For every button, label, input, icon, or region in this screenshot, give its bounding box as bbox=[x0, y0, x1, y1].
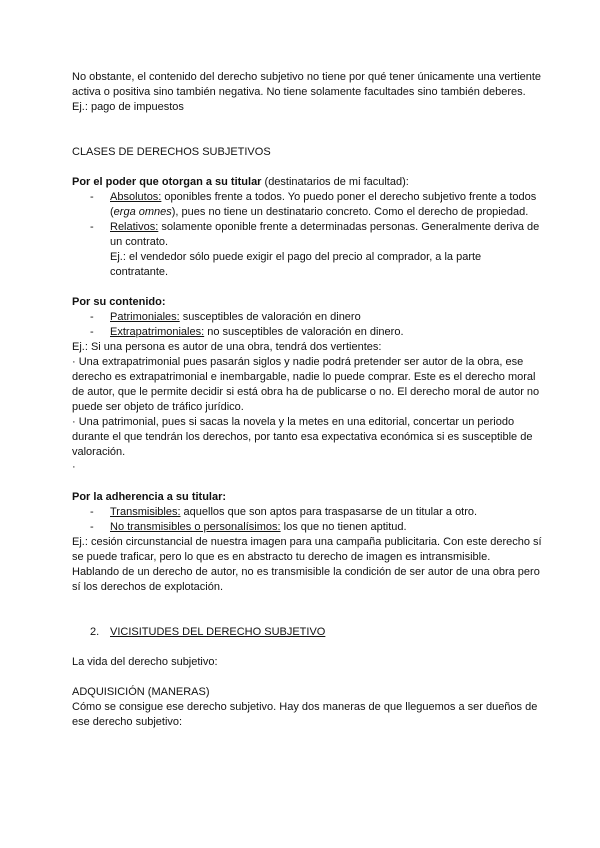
contenido-example: Ej.: Si una persona es autor de una obra, tendrá dos vertientes: bbox=[72, 341, 382, 353]
section-2-heading bbox=[72, 625, 542, 640]
absolutos-italic: erga omnes bbox=[113, 206, 172, 218]
document-page bbox=[72, 70, 542, 730]
dash-bullet: - bbox=[90, 311, 94, 323]
absolutos-text-a: oponibles frente a todos. Yo puedo poner el derecho subjetivo frente a todos ( bbox=[110, 191, 537, 218]
adquisicion-text: Cómo se consigue ese derecho subjetivo. Hay dos maneras de que lleguemos a ser dueños de ese derecho subjetivo: bbox=[72, 701, 538, 728]
contenido-point-2: · Una patrimonial, pues si sacas la novela y la metes en una editorial, concertar un periodo durante el que tendrán los derechos, por tanto esa expectativa económica si es susceptible de valoración. bbox=[72, 416, 533, 458]
poder-heading-note: (destinatarios de mi facultad): bbox=[261, 176, 409, 188]
list-item-patrimoniales bbox=[72, 310, 542, 325]
list-item-transmisibles bbox=[72, 505, 542, 520]
patrimoniales-term: Patrimoniales: bbox=[110, 311, 180, 323]
transmisibles-term: Transmisibles: bbox=[110, 506, 181, 518]
poder-list bbox=[72, 190, 542, 280]
vida-text: La vida del derecho subjetivo: bbox=[72, 656, 218, 668]
dash-bullet: - bbox=[90, 221, 94, 233]
contenido-list bbox=[72, 310, 542, 340]
contenido-point-1: · Una extrapatrimonial pues pasarán siglos y nadie podrá pretender ser autor de la obra, ese derecho es extrapatrimonial e inembargable, nadie lo puede comprar. Este es el derecho moral de autor, que le permite decidir si está obra ha de publicarse o no. El derecho moral de autor no puede ser objeto de tráfico jurídico. bbox=[72, 356, 540, 413]
contenido-point-3: · bbox=[72, 461, 76, 473]
section-2-title: VICISITUDES DEL DERECHO SUBJETIVO bbox=[110, 626, 326, 638]
list-item-absolutos bbox=[72, 190, 542, 220]
intro-example: Ej.: pago de impuestos bbox=[72, 101, 184, 113]
no-transmisibles-text: los que no tienen aptitud. bbox=[280, 521, 407, 533]
contenido-heading: Por su contenido: bbox=[72, 296, 166, 308]
extrapatrimoniales-term: Extrapatrimoniales: bbox=[110, 326, 205, 338]
patrimoniales-text: susceptibles de valoración en dinero bbox=[179, 311, 361, 323]
section-2-number: 2. bbox=[90, 626, 100, 638]
dash-bullet: - bbox=[90, 326, 94, 338]
list-item-extrapatrimoniales bbox=[72, 325, 542, 340]
extrapatrimoniales-text: no susceptibles de valoración en dinero. bbox=[204, 326, 404, 338]
transmisibles-text: aquellos que son aptos para traspasarse de un titular a otro. bbox=[180, 506, 478, 518]
dash-bullet: - bbox=[90, 521, 94, 533]
relativos-example: Ej.: el vendedor sólo puede exigir el pago del precio al comprador, a la parte contratante. bbox=[110, 251, 482, 278]
list-item-relativos bbox=[72, 220, 542, 280]
absolutos-term: Absolutos: bbox=[110, 191, 162, 203]
no-transmisibles-term: No transmisibles o personalísimos: bbox=[110, 521, 281, 533]
poder-heading-bold: Por el poder que otorgan a su titular bbox=[72, 176, 262, 188]
dash-bullet: - bbox=[90, 506, 94, 518]
section-title: CLASES DE DERECHOS SUBJETIVOS bbox=[72, 146, 271, 158]
poder-heading bbox=[72, 175, 542, 190]
relativos-term: Relativos: bbox=[110, 221, 159, 233]
list-item-no-transmisibles bbox=[72, 520, 542, 535]
adherencia-list bbox=[72, 505, 542, 535]
intro-paragraph: No obstante, el contenido del derecho subjetivo no tiene por qué tener únicamente una vertiente activa o positiva sino también negativa. No tiene solamente facultades sino también deberes. bbox=[72, 71, 542, 98]
relativos-text: solamente oponible frente a determinadas personas. Generalmente deriva de un contrato. bbox=[110, 221, 540, 248]
adherencia-heading: Por la adherencia a su titular: bbox=[72, 491, 227, 503]
adquisicion-heading: ADQUISICIÓN (MANERAS) bbox=[72, 686, 210, 698]
absolutos-text-b: ), pues no tiene un destinatario concreto. Como el derecho de propiedad. bbox=[171, 206, 529, 218]
dash-bullet: - bbox=[90, 191, 94, 203]
adherencia-closing: Hablando de un derecho de autor, no es transmisible la condición de ser autor de una obra pero sí los derechos de explotación. bbox=[72, 566, 540, 593]
adherencia-example: Ej.: cesión circunstancial de nuestra imagen para una campaña publicitaria. Con este derecho sí se puede traficar, pero lo que es en abstracto tu derecho de imagen es intransmisible. bbox=[72, 536, 542, 563]
